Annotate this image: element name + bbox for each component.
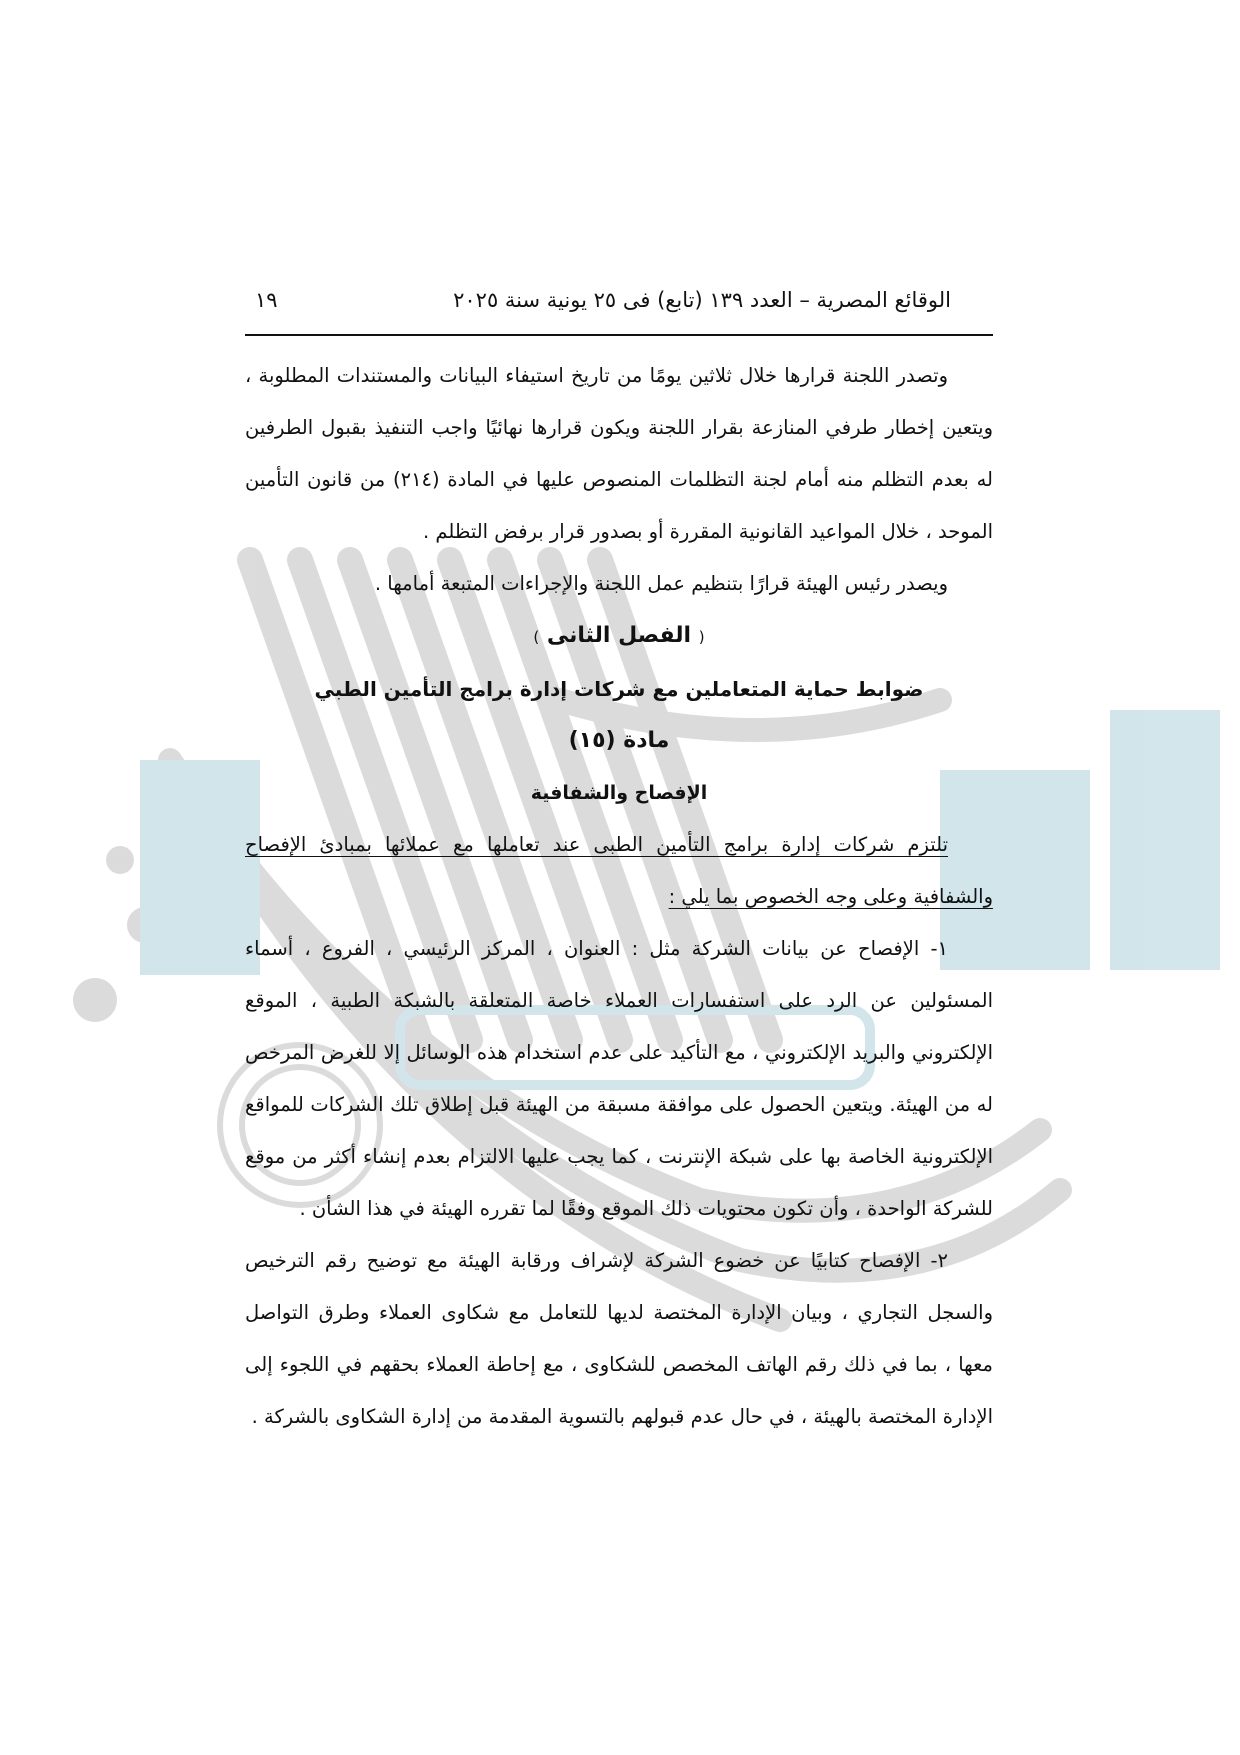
paragraph-committee-decision: وتصدر اللجنة قرارها خلال ثلاثين يومًا من تاريخ استيفاء البيانات والمستندات المطلوبة ، ويتعين إخطار طرفي المنازعة بقرار اللجنة ويكون قرارها نهائيًا واجب التنفيذ بقبول الطرفين له بعدم التظلم منه أمام لجنة التظلمات المنصوص عليها في المادة (٢١٤) من قانون التأمين الموحد ، خلال المواعيد القانونية المقررة أو بصدور قرار برفض التظلم . xyxy=(245,364,993,543)
chapter-paren-close: ) xyxy=(533,628,540,646)
article-label: مادة xyxy=(623,728,670,753)
header-title: الوقائع المصرية – العدد ١٣٩ (تابع) فى ٢٥ يونية سنة ٢٠٢٥ xyxy=(453,288,951,312)
chapter-title: ضوابط حماية المتعاملين مع شركات إدارة برامج التأمين الطبي xyxy=(314,677,924,701)
page-number: ١٩ xyxy=(255,288,278,312)
chapter-heading xyxy=(245,610,993,663)
list-item-disclosure-data: ١- الإفصاح عن بيانات الشركة مثل : العنوان ، المركز الرئيسي ، الفروع ، أسماء المسئولين عن الرد على استفسارات العملاء خاصة المتعلقة بالشبكة الطبية ، الموقع الإلكتروني والبريد الإلكتروني ، مع التأكيد على عدم استخدام هذه الوسائل إلا للغرض المرخص له من الهيئة. ويتعين الحصول على موافقة مسبقة من الهيئة قبل إطلاق تلك الشركات للمواقع الإلكترونية الخاصة بها على شبكة الإنترنت ، كما يجب عليها الالتزام بعدم إنشاء أكثر من موقع للشركة الواحدة ، وأن تكون محتويات ذلك الموقع وفقًا لما تقرره الهيئة في هذا الشأن . xyxy=(245,937,993,1220)
chapter-paren-open: ( xyxy=(698,628,705,646)
chapter-label: الفصل الثانى xyxy=(546,623,692,648)
article-heading xyxy=(245,715,993,767)
article-intro xyxy=(245,819,993,923)
header-divider xyxy=(245,334,993,336)
list-item-written-disclosure: ٢- الإفصاح كتابيًا عن خضوع الشركة لإشراف ورقابة الهيئة مع توضيح رقم الترخيص والسجل التجاري ، وبيان الإدارة المختصة لديها للتعامل مع شكاوى العملاء وطرق التواصل معها ، بما في ذلك رقم الهاتف المخصص للشكاوى ، مع إحاطة العملاء بحقهم في اللجوء إلى الإدارة المختصة بالهيئة ، في حال عدم قبولهم بالتسوية المقدمة من إدارة الشكاوى بالشركة . xyxy=(245,1249,993,1428)
article-number: (١٥) xyxy=(568,728,616,753)
document-body xyxy=(245,350,993,1443)
paragraph-authority-decree: ويصدر رئيس الهيئة قرارًا بتنظيم عمل اللجنة والإجراءات المتبعة أمامها . xyxy=(374,572,948,595)
article-intro-text: تلتزم شركات إدارة برامج التأمين الطبى عند تعاملها مع عملائها بمبادئ الإفصاح والشفافية وعلى وجه الخصوص بما يلي : xyxy=(245,833,993,908)
page-header xyxy=(245,282,993,322)
article-title: الإفصاح والشفافية xyxy=(530,782,708,804)
